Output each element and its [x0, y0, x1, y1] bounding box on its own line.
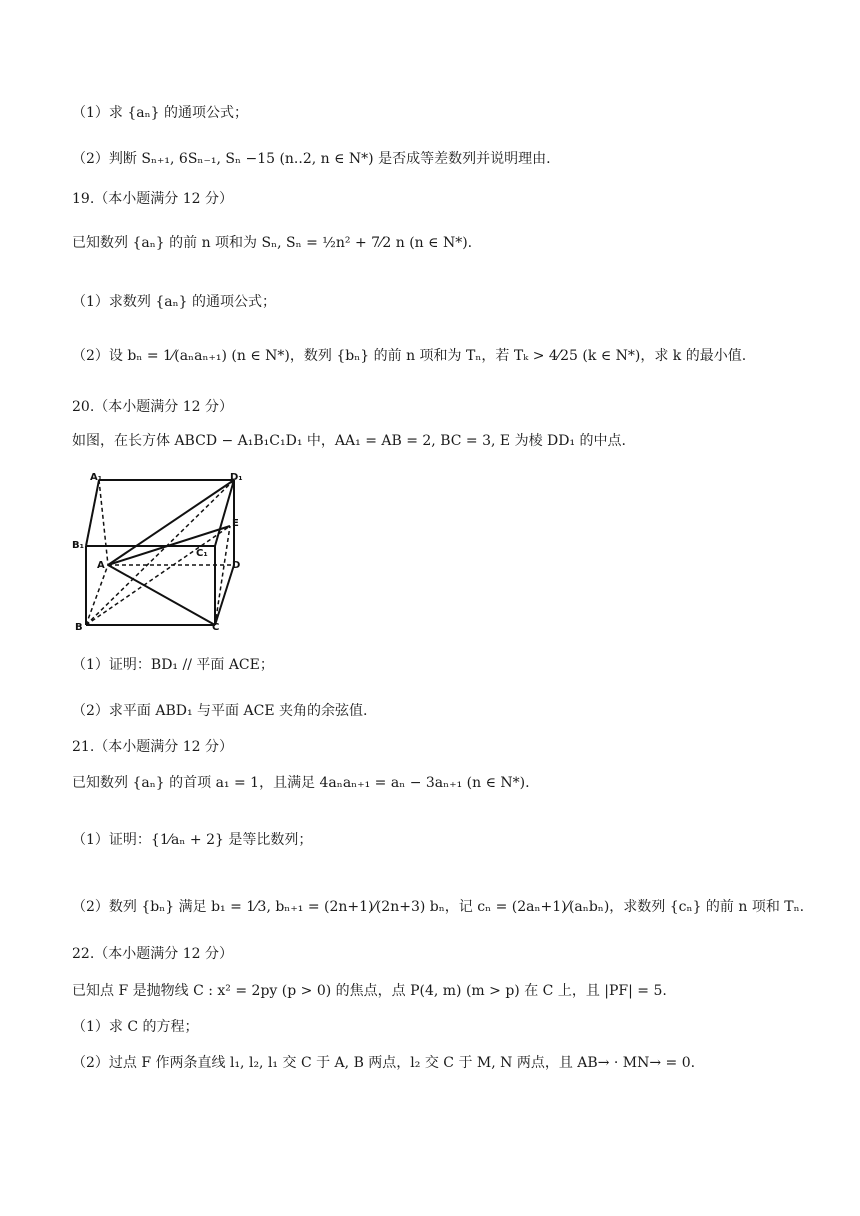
cuboid-figure	[72, 468, 247, 633]
q18-part1: （1）求 {aₙ} 的通项公式；	[72, 105, 249, 121]
label-C1: C₁	[196, 548, 208, 559]
q21-header: 21.（本小题满分 12 分）	[72, 739, 233, 755]
q22-part2: （2）过点 F 作两条直线 l₁, l₂, l₁ 交 C 于 A, B 两点，l₂ 交 C 于 M, N 两点，且 AB→ · MN→ = 0.	[72, 1055, 696, 1071]
q20-statement: 如图，在长方体 ABCD − A₁B₁C₁D₁ 中，AA₁ = AB = 2, BC = 3, E 为棱 DD₁ 的中点.	[72, 433, 626, 449]
q21-part2: （2）数列 {bₙ} 满足 b₁ = 1⁄3, bₙ₊₁ = (2n+1)⁄(2n+3) bₙ，记 cₙ = (2aₙ+1)⁄(aₙbₙ)，求数列 {cₙ} 的前 n 项和 Tₙ.	[72, 899, 805, 915]
q20-part1: （1）证明：BD₁ // 平面 ACE；	[72, 657, 274, 673]
q21-part1: （1）证明：{1⁄aₙ + 2} 是等比数列；	[72, 832, 313, 848]
label-B1: B₁	[72, 540, 85, 551]
q19-statement: 已知数列 {aₙ} 的前 n 项和为 Sₙ, Sₙ = ½n² + 7⁄2 n (n ∈ N*).	[72, 235, 473, 251]
q20-header: 20.（本小题满分 12 分）	[72, 399, 233, 415]
label-E: E	[232, 518, 239, 529]
q19-header: 19.（本小题满分 12 分）	[72, 191, 233, 207]
label-A1: A₁	[90, 472, 103, 483]
label-D1: D₁	[230, 472, 243, 483]
label-C: C	[212, 622, 220, 633]
q18-part2: （2）判断 Sₙ₊₁, 6Sₙ₋₁, Sₙ −15 (n..2, n ∈ N*) 是否成等差数列并说明理由.	[72, 151, 551, 167]
q19-part2: （2）设 bₙ = 1⁄(aₙaₙ₊₁) (n ∈ N*)，数列 {bₙ} 的前 n 项和为 Tₙ，若 Tₖ > 4⁄25 (k ∈ N*)，求 k 的最小值.	[72, 348, 747, 364]
cuboid-diagram	[72, 468, 247, 633]
q19-part1: （1）求数列 {aₙ} 的通项公式；	[72, 294, 277, 310]
q22-part1: （1）求 C 的方程；	[72, 1019, 199, 1035]
q21-statement: 已知数列 {aₙ} 的首项 a₁ = 1，且满足 4aₙaₙ₊₁ = aₙ − 3aₙ₊₁ (n ∈ N*).	[72, 775, 530, 791]
q22-statement: 已知点 F 是抛物线 C : x² = 2py (p > 0) 的焦点，点 P(4, m) (m > p) 在 C 上，且 |PF| = 5.	[72, 983, 667, 999]
label-D: D	[232, 560, 241, 571]
label-B: B	[75, 622, 83, 633]
label-A: A	[97, 560, 105, 571]
q20-part2: （2）求平面 ABD₁ 与平面 ACE 夹角的余弦值.	[72, 703, 368, 719]
q22-header: 22.（本小题满分 12 分）	[72, 946, 233, 962]
